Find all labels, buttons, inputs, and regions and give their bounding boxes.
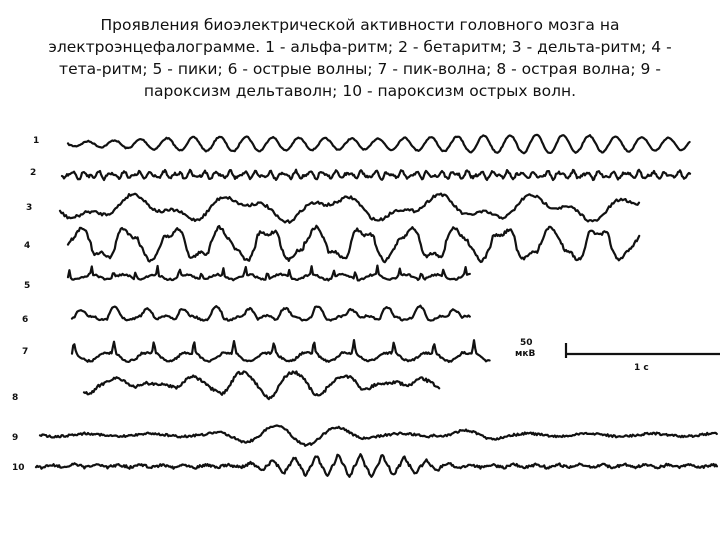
slide-title: Проявления биоэлектрической активности головного мозга на электроэнцефалограмме. 1 - альфа-ритм; 2 - бетаритм; 3 - дельта-ритм; 4 - тета-ритм; 5 - пики; 6 - острые волны; 7 - пик-волна; 8 - острая волна; 9 - пароксизм дельтаволн; 10 - пароксизм острых волн. <box>48 16 672 100</box>
scale-amplitude-value: 50 <box>520 338 533 348</box>
trace-number-10: 10 <box>12 463 25 473</box>
trace-number-2: 2 <box>30 168 37 178</box>
scale-amplitude-unit: мкВ <box>515 349 536 359</box>
calibration-scale <box>515 338 720 373</box>
trace-number-4: 4 <box>24 241 31 251</box>
trace-theta-rhythm <box>68 226 639 262</box>
trace-number-3: 3 <box>26 203 33 213</box>
trace-number-1: 1 <box>33 136 40 146</box>
trace-number-8: 8 <box>12 393 19 403</box>
trace-sharp-waves <box>72 306 470 321</box>
trace-alpha-rhythm <box>68 135 690 154</box>
trace-spikes <box>68 266 470 281</box>
trace-number-6: 6 <box>22 315 29 325</box>
trace-number-5: 5 <box>24 281 31 291</box>
trace-sharp-paroxysm <box>36 454 717 477</box>
trace-delta-paroxysm <box>40 426 717 446</box>
trace-delta-rhythm <box>60 194 639 223</box>
scale-time-label: 1 с <box>634 363 649 373</box>
trace-sharp-wave <box>84 372 439 400</box>
trace-spike-wave <box>72 340 490 362</box>
trace-beta-rhythm <box>62 170 690 180</box>
trace-number-7: 7 <box>22 347 29 357</box>
trace-number-9: 9 <box>12 433 19 443</box>
